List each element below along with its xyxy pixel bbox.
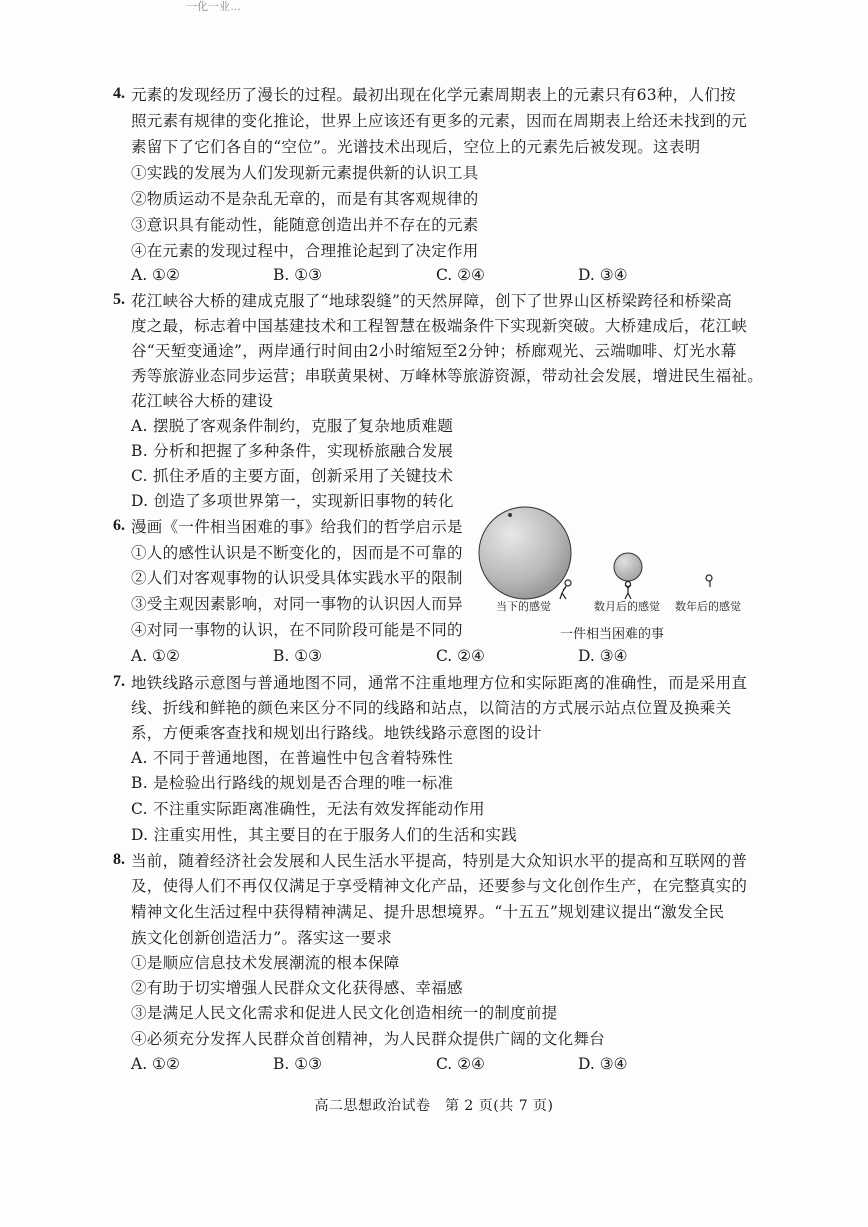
- option-b[interactable]: B. ①③: [273, 1055, 323, 1073]
- question-stem-line: 线、折线和鲜艳的颜色来区分不同的线路和站点，以简洁的方式展示站点位置及换乘关: [131, 699, 732, 717]
- statement-item: ①是顺应信息技术发展潮流的根本保障: [131, 954, 400, 972]
- person-icon: [625, 582, 631, 600]
- option-c[interactable]: C. 不注重实际距离准确性，无法有效发挥能动作用: [131, 800, 485, 818]
- question-stem-line: 当前，随着经济社会发展和人民生活水平提高，特别是大众知识水平的提高和互联网的普: [131, 852, 748, 870]
- statement-item: ②有助于切实增强人民群众文化获得感、幸福感: [131, 979, 463, 997]
- option-b[interactable]: B. 分析和把握了多种条件，实现桥旅融合发展: [131, 442, 454, 460]
- big-ball-icon: [479, 507, 571, 599]
- option-d[interactable]: D. 注重实用性，其主要目的在于服务人们的生活和实践: [131, 826, 518, 844]
- statement-item: ②人们对客观事物的认识受具体实践水平的限制: [131, 569, 463, 587]
- question-stem-line: 谷“天堑变通途”，两岸通行时间由2小时缩短至2分钟；桥廊观光、云端咖啡、灯光水幕: [131, 342, 737, 360]
- option-a[interactable]: A. ①②: [131, 647, 180, 665]
- option-c[interactable]: C. ②④: [436, 266, 485, 284]
- question-number: 6.: [113, 517, 125, 534]
- option-d[interactable]: D. ③④: [578, 647, 628, 665]
- statement-item: ④对同一事物的认识，在不同阶段可能是不同的: [131, 621, 463, 639]
- question-number: 8.: [113, 851, 125, 868]
- option-a[interactable]: A. 不同于普通地图，在普遍性中包含着特殊性: [131, 749, 454, 767]
- statement-item: ④在元素的发现过程中，合理推论起到了决定作用: [131, 242, 479, 260]
- option-b[interactable]: B. 是检验出行路线的规划是否合理的唯一标准: [131, 774, 454, 792]
- question-stem-line: 精神文化生活过程中获得精神满足、提升思想境界。“十五五”规划建议提出“激发全民: [131, 903, 725, 921]
- question-stem-line: 地铁线路示意图与普通地图不同，通常不注重地理方位和实际距离的准确性，而是采用直: [131, 674, 748, 692]
- question-number: 7.: [113, 673, 125, 690]
- option-d[interactable]: D. ③④: [578, 266, 628, 284]
- comic-title: 一件相当困难的事: [560, 627, 665, 642]
- question-stem-line: 漫画《一件相当困难的事》给我们的哲学启示是: [131, 518, 463, 536]
- statement-item: ①实践的发展为人们发现新元素提供新的认识工具: [131, 164, 479, 182]
- statement-item: ③受主观因素影响，对同一事物的认识因人而异: [131, 595, 463, 613]
- header-scrap: 一化一业…: [186, 1, 241, 13]
- option-b[interactable]: B. ①③: [273, 647, 323, 665]
- question-stem-line: 素留下了它们各自的“空位”。光谱技术出现后，空位上的元素先后被发现。这表明: [131, 138, 701, 156]
- person-icon: [706, 575, 712, 587]
- question-number: 5.: [113, 291, 125, 308]
- statement-item: ③是满足人民文化需求和促进人民文化创造相统一的制度前提: [131, 1004, 558, 1022]
- option-a[interactable]: A. ①②: [131, 1055, 180, 1073]
- question-stem-line: 照元素有规律的变化推论，世界上应该还有更多的元素，因而在周期表上给还未找到的元: [131, 112, 748, 130]
- page-footer: 高二思想政治试卷 第 2 页(共 7 页): [314, 1098, 554, 1114]
- statement-item: ②物质运动不是杂乱无章的，而是有其客观规律的: [131, 190, 479, 208]
- question-stem-line: 度之最，标志着中国基建技术和工程智慧在极端条件下实现新突破。大桥建成后，花江峡: [131, 317, 748, 335]
- statement-item: ④必须充分发挥人民群众首创精神，为人民群众提供广阔的文化舞台: [131, 1030, 606, 1048]
- option-d[interactable]: D. 创造了多项世界第一，实现新旧事物的转化: [131, 492, 454, 510]
- question-stem-line: 族文化创新创造活力”。落实这一要求: [131, 929, 393, 947]
- person-icon: [560, 580, 571, 599]
- option-c[interactable]: C. ②④: [436, 1055, 485, 1073]
- question-stem-line: 系，方便乘客查找和规划出行路线。地铁线路示意图的设计: [131, 724, 542, 742]
- question-stem-line: 花江峡谷大桥的建成克服了“地球裂缝”的天然屏障，创下了世界山区桥梁跨径和桥梁高: [131, 292, 733, 310]
- question-stem-line: 及，使得人们不再仅仅满足于享受精神文化产品，还要参与文化创作生产，在完整真实的: [131, 877, 748, 895]
- medium-ball-icon: [614, 553, 642, 581]
- question-stem-line: 元素的发现经历了漫长的过程。最初出现在化学元素周期表上的元素只有63种，人们按: [131, 86, 736, 104]
- option-d[interactable]: D. ③④: [578, 1055, 628, 1073]
- comic-caption: 数年后的感觉: [675, 600, 741, 613]
- comic-caption: 数月后的感觉: [594, 600, 660, 613]
- question-stem-line: 秀等旅游业态同步运营；串联黄果树、万峰林等旅游资源，带动社会发展，增进民生福祉。: [131, 367, 764, 385]
- option-a[interactable]: A. ①②: [131, 266, 180, 284]
- option-c[interactable]: C. 抓住矛盾的主要方面，创新采用了关键技术: [131, 467, 454, 485]
- comic-caption: 当下的感觉: [496, 600, 551, 613]
- question-number: 4.: [113, 85, 125, 102]
- option-a[interactable]: A. 摆脱了客观条件制约，克服了复杂地质难题: [131, 417, 454, 435]
- statement-item: ①人的感性认识是不断变化的，因而是不可靠的: [131, 544, 463, 562]
- option-c[interactable]: C. ②④: [436, 647, 485, 665]
- option-b[interactable]: B. ①③: [273, 266, 323, 284]
- statement-item: ③意识具有能动性，能随意创造出并不存在的元素: [131, 216, 479, 234]
- question-stem-line: 花江峡谷大桥的建设: [131, 392, 274, 410]
